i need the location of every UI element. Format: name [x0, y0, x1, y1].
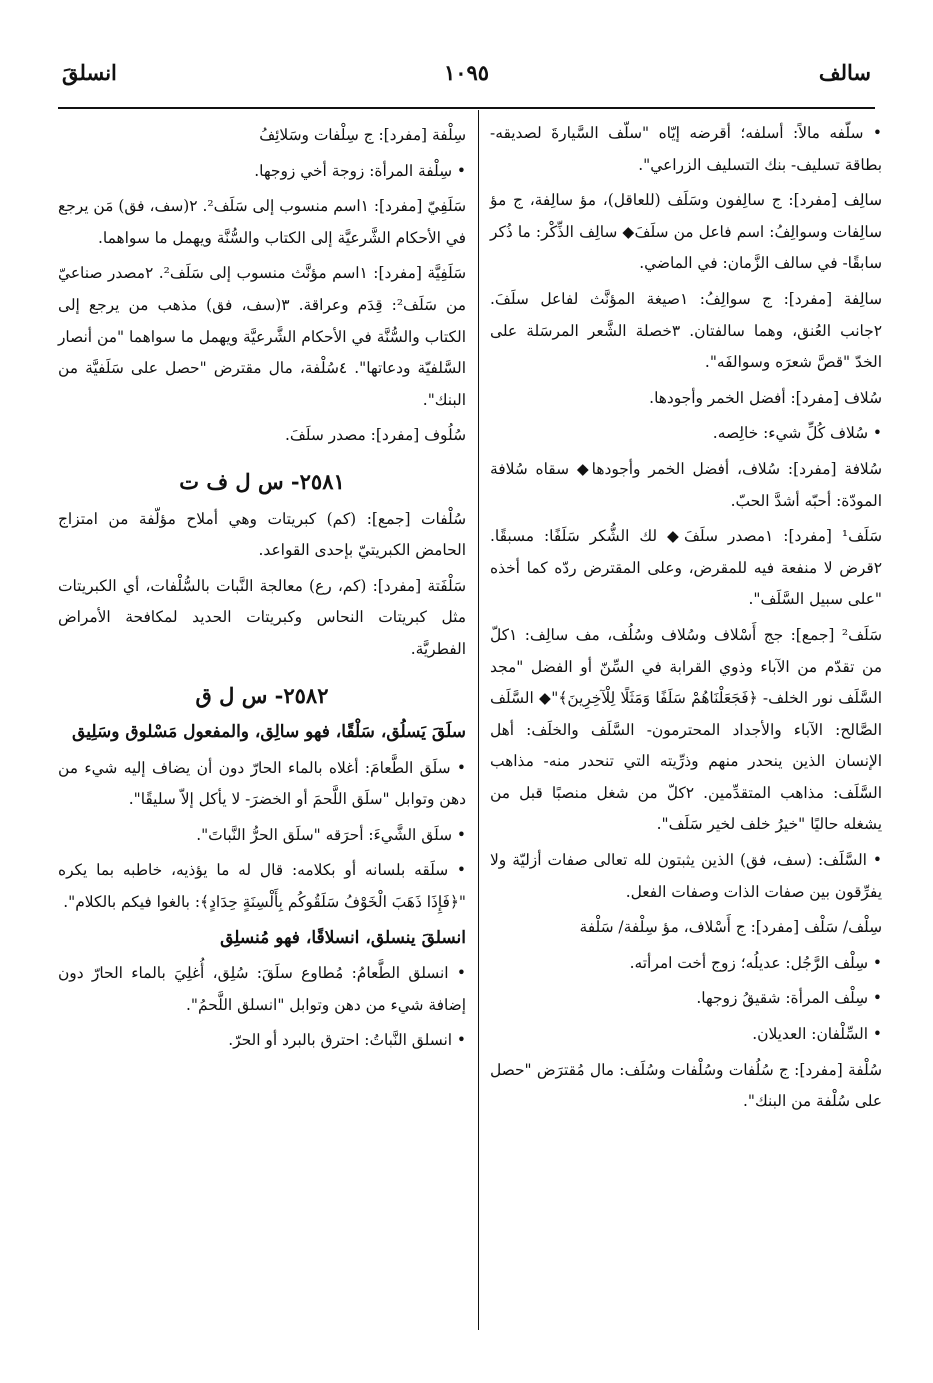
entry-sense: • سُلاف كُلِّ شيء: خالِصه.	[712, 424, 882, 443]
entry-salfata: سَلْفَتة [مفرد]: (كم، رع) معالجة النَّبات بالسُّلْفات، أي الكبريتات مثل كبريتات النحاس وكبريتات الحديد لمكافحة الأمراض الفطريَّة.	[58, 576, 466, 658]
verb-salaqa: سلَقَ يَسلُق، سَلْقًا، فهو سالِق، والمفعول مَسْلوق وسَلِيق	[72, 722, 466, 743]
entry-salif: سالِف [مفرد]: ج سالِفون وسَلَف (للعاقل)، مؤ سالِفة، ج مؤ سالِفات وسوالِفُ: اسم فاعل من سلَفَ◆ سالِف الذِّكْر: ما ذُكر سابقًا- في سالف الزَّمان: في الماضي.	[490, 191, 882, 273]
entry-salifa: سالِفة [مفرد]: ج سوالِفُ: ١صيغة المؤنَّث لفاعل سلَفَ. ٢جانب العُنق، وهما سالفتان. ٣خصلة الشَّعر المرسَلة على الخدّ "قصَّ شعرَه وسوالفَه".	[490, 289, 882, 372]
entry-sense: • سلَقه بلسانه أو بكلامه: قال له ما يؤذيه، خاطبه بما يكره "﴿فَإِذَا ذَهَبَ الْخَوْفُ سَلَقُوكُم بِأَلْسِنَةٍ حِدَادٍ﴾: بالغوا فيكم بالكلام".	[58, 861, 466, 912]
entry-sense: • سلَق الشَّيءَ: أحرَقه "سلَق الحرُّ النَّباتَ".	[196, 825, 466, 844]
entry-sense: • السِّلْفان: العديلان.	[752, 1025, 882, 1044]
right-column	[490, 118, 882, 1122]
entry-silfa: سِلْفة [مفرد]: ج سِلْفات وسَلائِفُ	[259, 126, 466, 144]
root-heading-2581: ٢٥٨١- س ل ف ت	[179, 468, 345, 494]
entry-silf: سِلْف/ سَلْف [مفرد]: ج أَسْلاف، مؤ سِلْفة/ سَلْفة	[579, 918, 882, 937]
running-head-left: انسلقَ	[62, 60, 117, 85]
page-number: ١٠٩٥	[443, 60, 490, 85]
entry-sulfa: سُلْفة [مفرد]: ج سُلُفات وسُلْفات وسُلَف: مال مُقترَض "حصل على سُلْفة من البنك".	[490, 1060, 882, 1111]
entry-sense: • سِلْف المرأة: شقيقُ زوجها.	[696, 989, 882, 1008]
root-heading-2582: ٢٥٨٢- س ل ق	[195, 682, 329, 708]
entry-sense: • سلَق الطَّعامَ: أغلاه بالماء الحارّ دون أن يضاف إليه شيء من دهن وتوابل "سلَق اللَّحمَ أو الخضرَ- لا يأكل إلاّ سليقًا".	[58, 758, 466, 809]
verb-insalaqa: انسلقَ ينسلق، انسلاقًا، فهو مُنسلِق	[220, 927, 466, 948]
entry-sense: • انسلق النَّباتُ: احترق بالبرد أو الحرّ.	[228, 1031, 466, 1050]
entry-salaf-2: سَلَف² [جمع]: جج أَسْلاف وسُلاف وسُلُف، مف سالِف: ١كلّ من تقدّم من الآباء وذوي القرابة في السِّنّ أو الفضل "مجد السَّلَف نور الخلف- ﴿فَجَعَلْنَاهُمْ سَلَفًا وَمَثَلًا لِلْآخِرِينَ﴾"◆ السَّلَف الصَّالح: الآباء والأجداد المحترمون- السَّلَف والخلَف: أهل الإنسان الذين ينحدر منهم وذرِّيته التي تنحدر منه- مذاهب السَّلَف: مذاهب المتقدِّمين. ٢كلّ من شغل منصبًا قبل من يشغله حاليًا "خيرُ خلف لخير سَلَف".	[490, 625, 882, 834]
entry-sense: • السَّلَف: (سف، فق) الذين يثبتون لله تعالى صفات أزليّة ولا يفرِّقون بين صفات الذات وصفات الفعل.	[490, 851, 882, 901]
running-head-right: سالف	[818, 60, 871, 85]
entry-sense: • سلّفه مالاً: أسلفه؛ أقرضه إيّاه "سلّف السَّيارةَ لصديقه- بطاقة تسليف- بنك التسليف الزراعي".	[490, 124, 882, 174]
entry-salafi: سَلَفِيّ [مفرد]: ١اسم منسوب إلى سَلَف². ٢(سف، فق) مَن يرجع في الأحكام الشَّرعيَّة إلى الكتاب والسُّنَّة ويهمل ما سواهما.	[58, 197, 466, 247]
entry-suluf: سُلُوف [مفرد]: مصدر سلَفَ.	[284, 426, 466, 445]
entry-salafiyya: سَلَفِيَّة [مفرد]: ١اسم مؤنَّث منسوب إلى سَلَف². ٢مصدر صناعيّ من سَلَف²: قِدَم وعراقة. ٣(سف، فق) مذهب من يرجع إلى الكتاب والسُّنَّة في الأحكام الشَّرعيَّة ويهمل ما سواهما "من أنصار السَّلفيّة ودعاتها". ٤سُلْفة، مال مقترض "حصل على سَلَفيَّة من البنك".	[58, 264, 466, 409]
entry-sulafa: سُلافة [مفرد]: سُلاف، أفضل الخمر وأجودها◆ سقاه سُلافة المودّة: أحبّه أشدَّ الحبّ.	[490, 459, 882, 510]
entry-sense: • سِلْفة المرأة: زوجة أخي زوجها.	[254, 161, 466, 180]
entry-sense: • انسلق الطَّعامُ: مُطاوع سلَقَ: سُلِق، أُغلِيَ بالماء الحارّ دون إضافة شيء من دهن وتوابل "انسلق اللَّحمُ".	[58, 964, 466, 1014]
entry-sulfat: سُلْفات [جمع]: (كم) كبريتات وهي أملاح مؤلّفة من امتزاج الحامض الكبريتيّ بإحدى القواعد.	[58, 509, 466, 560]
left-column	[58, 118, 466, 1061]
entry-salaf-1: سَلَف¹ [مفرد]: ١مصدر سلَفَ◆ لك الشُّكر سَلَفًا: مسبقًا. ٢قرض لا منفعة فيه للمقرض، وعلى المقترض ردّه كما أخذه "على سبيل السَّلَف".	[490, 527, 882, 609]
entry-sulaf: سُلاف [مفرد]: أفضل الخمر وأجودها.	[649, 388, 882, 407]
header-rule	[58, 107, 875, 109]
column-divider	[478, 110, 479, 1330]
entry-sense: • سِلْف الرَّجُل: عديلُه؛ زوج أخت امرأته.	[629, 953, 882, 972]
